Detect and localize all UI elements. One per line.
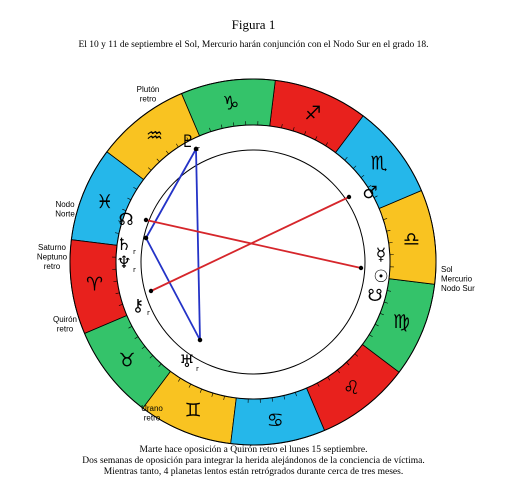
leo-sign: ♌: [342, 377, 361, 400]
mercury-glyph: [376, 245, 386, 265]
aspect-point: [149, 289, 153, 293]
aries-sign: ♈: [86, 273, 104, 296]
figure-subtitle: El 10 y 11 de septiembre el Sol, Mercurio harán conjunción con el Nodo Sur en el grado 18.: [78, 40, 429, 50]
libra-sign: ♎: [402, 228, 420, 251]
retrograde-mark: r: [133, 248, 136, 256]
aquarius-sign: ♒: [145, 124, 164, 147]
saturn-glyph-symbol: ♄: [116, 235, 132, 255]
cancer-sign: ♋: [266, 409, 284, 432]
chiron-label: Quirón retro: [52, 315, 78, 334]
pisces-sign: ♓: [96, 191, 114, 214]
aspect-point: [198, 338, 202, 342]
retrograde-mark: r: [197, 145, 200, 153]
sun-mercury-south-node-label: Sol Mercurio Nodo Sur: [441, 265, 475, 293]
pluto-glyph-symbol: ♇: [180, 132, 196, 152]
chiron-glyph-symbol: ⚷: [131, 296, 145, 316]
south-node-glyph: [367, 286, 382, 306]
gemini-sign: ♊: [184, 399, 202, 422]
footer-line: Mientras tanto, 4 planetas lentos están retrógrados durante cerca de tres meses.: [103, 467, 404, 477]
south-node-glyph-symbol: ☋: [367, 286, 383, 306]
footer-line: Dos semanas de oposición para integrar la herida alejándonos de la conciencia de víctima.: [82, 456, 425, 466]
mars-glyph-symbol: ♂: [362, 183, 378, 203]
capricorn-sign: ♑: [222, 92, 240, 115]
scorpio-sign: ♏: [370, 152, 388, 175]
retrograde-mark: r: [133, 266, 136, 274]
saturn-neptune-label: Saturno Neptuno retro: [36, 243, 68, 271]
aspect-point: [347, 195, 351, 199]
aspect-point: [144, 236, 148, 240]
uranus-glyph-symbol: ♅: [179, 352, 195, 372]
taurus-sign: ♉: [118, 349, 136, 372]
uranus-label: Urano retro: [141, 404, 163, 423]
virgo-sign: ♍: [392, 310, 410, 333]
north-node-glyph: [118, 210, 133, 230]
aspect-point: [144, 218, 148, 222]
neptune-glyph-symbol: ♆: [116, 253, 132, 273]
mercury-glyph-symbol: ☿: [375, 245, 387, 265]
outer-inner-circle: [116, 125, 390, 399]
retrograde-mark: r: [147, 309, 150, 317]
sun-glyph: [373, 267, 388, 287]
footer-line: Marte hace oposición a Quirón retro el lunes 15 septiembre.: [139, 445, 368, 455]
north-node-label: Nodo Norte: [55, 200, 75, 219]
sun-glyph-symbol: ☉: [373, 267, 389, 287]
figure-footer: [0, 445, 507, 478]
aspect-point: [359, 266, 363, 270]
pluto-label: Plutón retro: [136, 85, 160, 104]
retrograde-mark: r: [196, 365, 199, 373]
north-node-glyph-symbol: ☊: [118, 210, 134, 230]
sagittarius-sign: ♐: [304, 102, 322, 125]
mars-glyph: [362, 183, 377, 203]
figure-title: Figura 1: [231, 17, 276, 32]
